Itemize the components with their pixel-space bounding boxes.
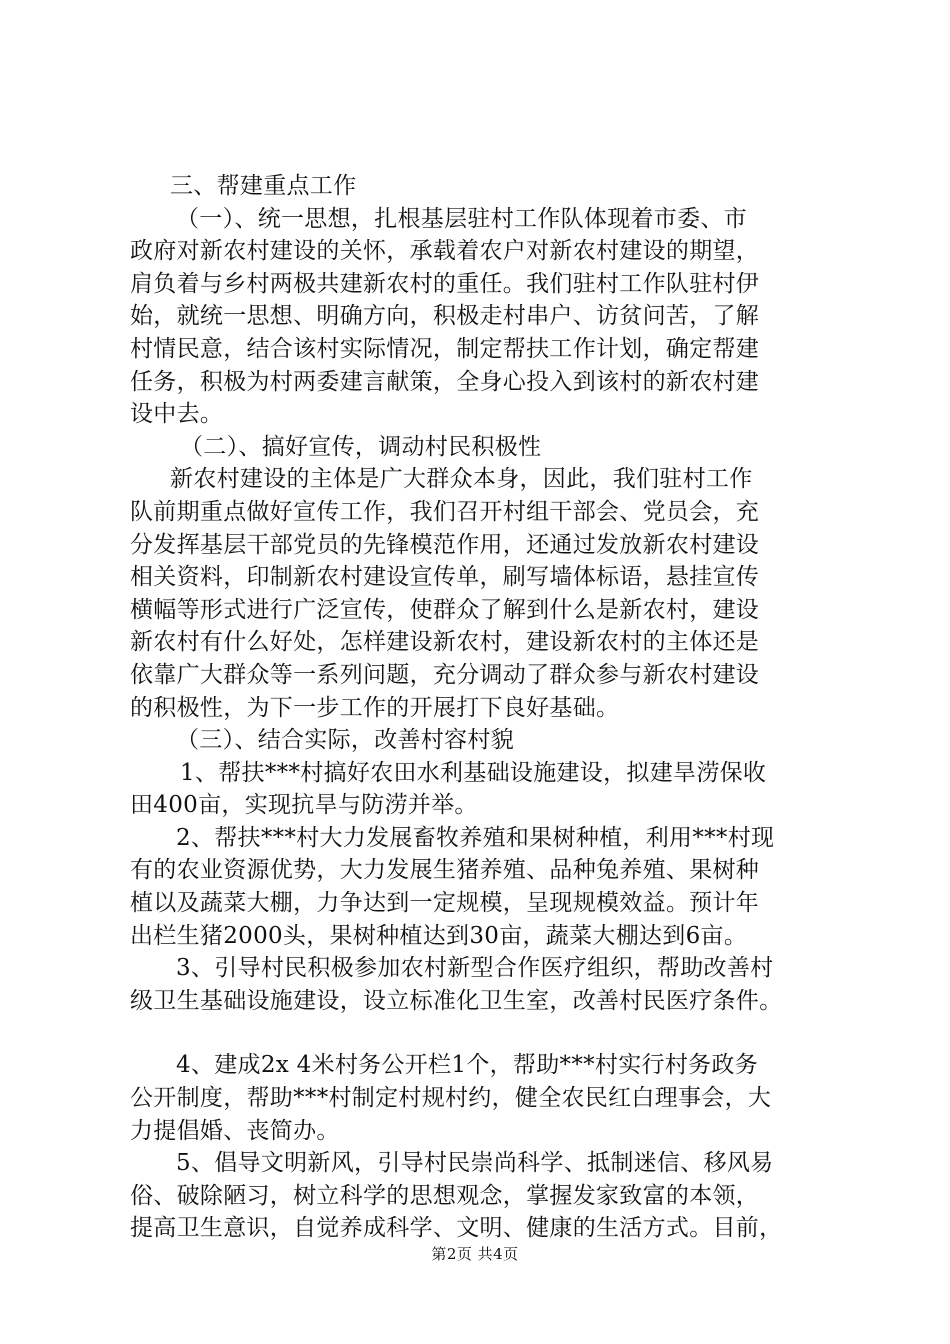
list-item-line: 力提倡婚、丧简办。: [130, 1117, 340, 1144]
list-item-line: 级卫生基础设施建设，设立标准化卫生室，改善村民医疗条件。: [130, 987, 783, 1014]
paragraph-line: 任务，积极为村两委建言献策，全身心投入到该村的新农村建: [130, 368, 760, 395]
section-heading: 三、帮建重点工作: [170, 173, 357, 199]
paragraph-line: 分发挥基层干部党员的先锋模范作用，还通过发放新农村建设: [130, 531, 760, 558]
list-item-line: 2、帮扶***村大力发展畜牧养殖和果树种植，利用***村现: [176, 824, 775, 851]
subsection-heading: （三）、结合实际，改善村容村貌: [176, 727, 514, 754]
list-item-line: 俗、破除陋习，树立科学的思想观念，掌握发家致富的本领，: [130, 1182, 760, 1209]
list-item-line: 4、建成2x 4米村务公开栏1个，帮助***村实行村务政务: [176, 1052, 759, 1079]
paragraph-line: 政府对新农村建设的关怀，承载着农户对新农村建设的期望，: [130, 238, 760, 265]
list-item-line: 植以及蔬菜大棚，力争达到一定规模，呈现规模效益。预计年: [130, 890, 760, 917]
list-item-line: 有的农业资源优势，大力发展生猪养殖、品种兔养殖、果树种: [130, 857, 760, 884]
paragraph-line: 队前期重点做好宣传工作，我们召开村组干部会、党员会，充: [130, 498, 760, 525]
paragraph-line: 相关资料，印制新农村建设宣传单，刷写墙体标语，悬挂宣传: [130, 564, 760, 591]
paragraph-line: 村情民意，结合该村实际情况，制定帮扶工作计划，确定帮建: [130, 335, 760, 362]
paragraph-line: 依靠广大群众等一系列问题，充分调动了群众参与新农村建设: [130, 661, 760, 688]
list-item-line: 1、帮扶***村搞好农田水利基础设施建设，拟建旱涝保收: [180, 759, 767, 786]
paragraph-line: 新农村有什么好处，怎样建设新农村，建设新农村的主体还是: [130, 629, 760, 656]
list-item-line: 出栏生猪2000头，果树种植达到30亩，蔬菜大棚达到6亩。: [130, 922, 748, 949]
list-item-line: 提高卫生意识，自觉养成科学、文明、健康的生活方式。目前，: [130, 1215, 783, 1242]
list-item-line: 5、倡导文明新风，引导村民崇尚科学、抵制迷信、移风易: [176, 1150, 774, 1177]
paragraph-line: 新农村建设的主体是广大群众本身，因此，我们驻村工作: [170, 466, 753, 493]
paragraph-line: 设中去。: [130, 401, 224, 428]
document-body: [130, 170, 860, 1245]
list-item-line: 田400亩，实现抗旱与防涝并举。: [130, 792, 478, 819]
paragraph-line: 的积极性，为下一步工作的开展打下良好基础。: [130, 694, 620, 721]
list-item-line: 公开制度，帮助***村制定村规村约，健全农民红白理事会，大: [130, 1085, 772, 1112]
subsection-heading: （二）、搞好宣传，调动村民积极性: [180, 433, 542, 460]
paragraph-line: 始，就统一思想、明确方向，积极走村串户、访贫问苦，了解: [130, 303, 760, 330]
page-number-footer: 第2页 共4页: [431, 1245, 519, 1263]
paragraph-gap: [130, 1017, 860, 1049]
list-item-line: 3、引导村民积极参加农村新型合作医疗组织，帮助改善村: [176, 955, 774, 982]
subsection-heading: （一）、统一思想，扎根基层驻村工作队体现着市委、市: [176, 205, 747, 232]
paragraph-line: 横幅等形式进行广泛宣传，使群众了解到什么是新农村，建设: [130, 596, 760, 623]
paragraph-line: 肩负着与乡村两极共建新农村的重任。我们驻村工作队驻村伊: [130, 270, 760, 297]
